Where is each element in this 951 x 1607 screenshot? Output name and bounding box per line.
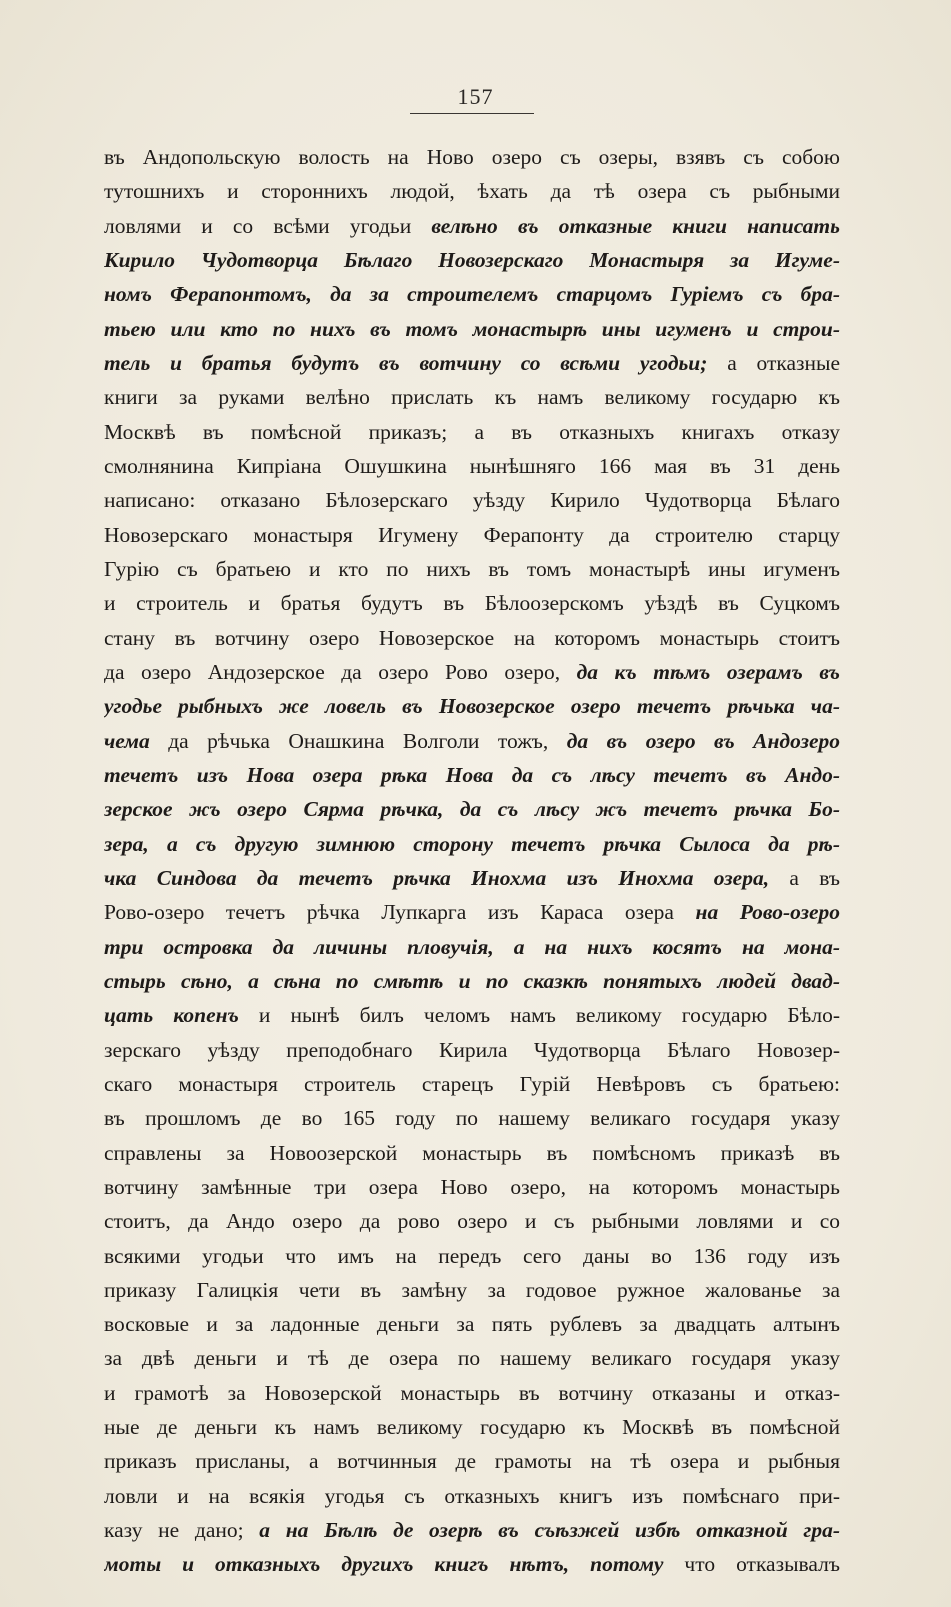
text-segment: что отказывалъ xyxy=(663,1552,840,1577)
italic-segment: велѣно въ отказные книги написать xyxy=(431,213,840,238)
text-line xyxy=(104,1341,840,1375)
text-segment: приказъ присланы, а вотчинныя де грамоты на тѣ озера и рыбныя xyxy=(104,1449,840,1474)
text-segment: скаго монастыря строитель старецъ Гурій Невѣровъ съ братьею: xyxy=(104,1071,840,1096)
italic-segment: моты и отказныхъ другихъ книгъ нѣтъ, потому xyxy=(104,1552,664,1577)
text-line xyxy=(104,586,840,620)
text-line xyxy=(104,724,840,758)
text-line xyxy=(104,1239,840,1273)
text-line xyxy=(104,1376,840,1410)
italic-segment: три островка да личины пловучія, а на нихъ косятъ на мона- xyxy=(104,934,840,959)
text-segment: и строитель и братья будутъ въ Бѣлоозерскомъ уѣздѣ въ Суцкомъ xyxy=(104,591,840,616)
text-line xyxy=(104,1204,840,1238)
text-segment: стоитъ, да Андо озеро да рово озеро и съ рыбными ловлями и со xyxy=(104,1209,840,1234)
text-segment: Новозерскаго монастыря Игумену Ферапонту да строителю старцу xyxy=(104,522,840,547)
text-segment: книги за руками велѣно прислать къ намъ великому государю къ xyxy=(104,385,840,410)
italic-segment: чка Синдова да течетъ рѣчка Инохма изъ Инохма озера, xyxy=(104,865,770,890)
italic-segment: номъ Ферапонтомъ, да за строителемъ старцомъ Гуріемъ съ бра- xyxy=(104,282,840,307)
italic-segment: зера, а съ другую зимнюю сторону течетъ рѣчка Сылоса да рѣ- xyxy=(104,831,840,856)
text-segment: тутошнихъ и стороннихъ людой, ѣхать да тѣ озера съ рыбными xyxy=(104,179,840,204)
italic-segment: да къ тѣмъ озерамъ въ xyxy=(576,659,840,684)
text-line xyxy=(104,827,840,861)
italic-segment: угодье рыбныхъ же ловель въ Новозерское озеро течетъ рѣчька ча- xyxy=(104,694,840,719)
italic-segment: зерское жъ озеро Сярма рѣчка, да съ лѣсу жъ течетъ рѣчка Бо- xyxy=(104,797,840,822)
header-rule xyxy=(410,113,534,114)
text-segment: зерскаго уѣзду преподобнаго Кирила Чудотворца Бѣлаго Новозер- xyxy=(104,1037,840,1062)
text-line xyxy=(104,1067,840,1101)
page-header xyxy=(0,84,951,110)
text-segment: а въ xyxy=(769,865,840,890)
italic-segment: а на Бѣлѣ де озерѣ въ съѣзжей избѣ отказной гра- xyxy=(259,1518,840,1543)
text-segment: стану въ вотчину озеро Новозерское на которомъ монастырь стоитъ xyxy=(104,625,840,650)
text-line xyxy=(104,792,840,826)
text-line xyxy=(104,449,840,483)
text-segment: всякими угодьи что имъ на передъ сего даны во 136 году изъ xyxy=(104,1243,840,1268)
text-line xyxy=(104,1101,840,1135)
page-number: 157 xyxy=(457,84,494,109)
text-line xyxy=(104,209,840,243)
italic-segment: тьею или кто по нихъ въ томъ монастырѣ ины игуменъ и строи- xyxy=(104,316,840,341)
text-line xyxy=(104,415,840,449)
italic-segment: чема xyxy=(104,728,150,753)
text-line xyxy=(104,964,840,998)
text-line xyxy=(104,758,840,792)
italic-segment: стырь сѣно, а сѣна по смѣтѣ и по сказкѣ понятыхъ людей двад- xyxy=(104,968,840,993)
text-line xyxy=(104,518,840,552)
body-text xyxy=(104,140,840,1582)
text-line xyxy=(104,552,840,586)
italic-segment: тель и братья будутъ въ вотчину со всѣми угодьи; xyxy=(104,350,708,375)
text-segment: восковые и за ладонные деньги за пять рублевъ за двадцать алтынъ xyxy=(104,1312,840,1337)
text-line xyxy=(104,1170,840,1204)
text-line xyxy=(104,1513,840,1547)
text-line xyxy=(104,483,840,517)
italic-segment: цать копенъ xyxy=(104,1003,239,1028)
text-segment: вотчину замѣнные три озера Ново озеро, на которомъ монастырь xyxy=(104,1174,840,1199)
text-line xyxy=(104,930,840,964)
text-segment: въ прошломъ де во 165 году по нашему великаго государя указу xyxy=(104,1106,840,1131)
text-line xyxy=(104,1410,840,1444)
text-line xyxy=(104,312,840,346)
text-line xyxy=(104,1033,840,1067)
text-segment: ные де деньги къ намъ великому государю къ Москвѣ въ помѣсной xyxy=(104,1415,840,1440)
text-line xyxy=(104,1479,840,1513)
text-segment: Гурію съ братьею и кто по нихъ въ томъ монастырѣ ины игуменъ xyxy=(104,556,840,581)
text-segment: написано: отказано Бѣлозерскаго уѣзду Кирило Чудотворца Бѣлаго xyxy=(104,488,840,513)
text-segment: и грамотѣ за Новозерской монастырь въ вотчину отказаны и отказ- xyxy=(104,1380,840,1405)
text-line xyxy=(104,861,840,895)
text-line xyxy=(104,140,840,174)
text-line xyxy=(104,998,840,1032)
text-line xyxy=(104,1136,840,1170)
text-segment: ловли и на всякія угодья съ отказныхъ книгъ изъ помѣснаго при- xyxy=(104,1483,840,1508)
text-line xyxy=(104,655,840,689)
text-segment: да рѣчька Онашкина Волголи тожъ, xyxy=(149,728,567,753)
text-segment: за двѣ деньги и тѣ де озера по нашему великаго государя указу xyxy=(104,1346,840,1371)
text-segment: справлены за Новоозерской монастырь въ помѣсномъ приказѣ въ xyxy=(104,1140,840,1165)
italic-segment: да въ озеро въ Андозеро xyxy=(566,728,840,753)
text-segment: казу не дано; xyxy=(104,1518,260,1543)
text-segment: а отказные xyxy=(707,350,840,375)
text-segment: да озеро Андозерское да озеро Рово озеро, xyxy=(104,659,577,684)
text-line xyxy=(104,689,840,723)
italic-segment: на Рово-озеро xyxy=(695,900,840,925)
text-segment: смолнянина Кипріана Ошушкина нынѣшняго 166 мая въ 31 день xyxy=(104,453,840,478)
text-line xyxy=(104,1444,840,1478)
text-line xyxy=(104,243,840,277)
text-line xyxy=(104,174,840,208)
text-segment: и нынѣ билъ челомъ намъ великому государю Бѣло- xyxy=(238,1003,840,1028)
text-line xyxy=(104,346,840,380)
text-line xyxy=(104,1273,840,1307)
text-line xyxy=(104,895,840,929)
italic-segment: течетъ изъ Нова озера рѣка Нова да съ лѣсу течетъ въ Андо- xyxy=(104,762,840,787)
text-segment: приказу Галицкія чети въ замѣну за годовое ружное жалованье за xyxy=(104,1277,840,1302)
text-line xyxy=(104,1547,840,1581)
text-line xyxy=(104,380,840,414)
text-line xyxy=(104,277,840,311)
text-line xyxy=(104,621,840,655)
italic-segment: Кирило Чудотворца Бѣлаго Новозерскаго Монастыря за Игуме- xyxy=(104,247,840,272)
text-segment: Москвѣ въ помѣсной приказъ; а въ отказныхъ книгахъ отказу xyxy=(104,419,840,444)
text-line xyxy=(104,1307,840,1341)
text-segment: въ Андопольскую волость на Ново озеро съ озеры, взявъ съ собою xyxy=(104,145,840,169)
text-segment: Рово-озеро течетъ рѣчка Лупкарга изъ Караса озера xyxy=(104,900,696,925)
text-segment: ловлями и со всѣми угодьи xyxy=(104,213,432,238)
